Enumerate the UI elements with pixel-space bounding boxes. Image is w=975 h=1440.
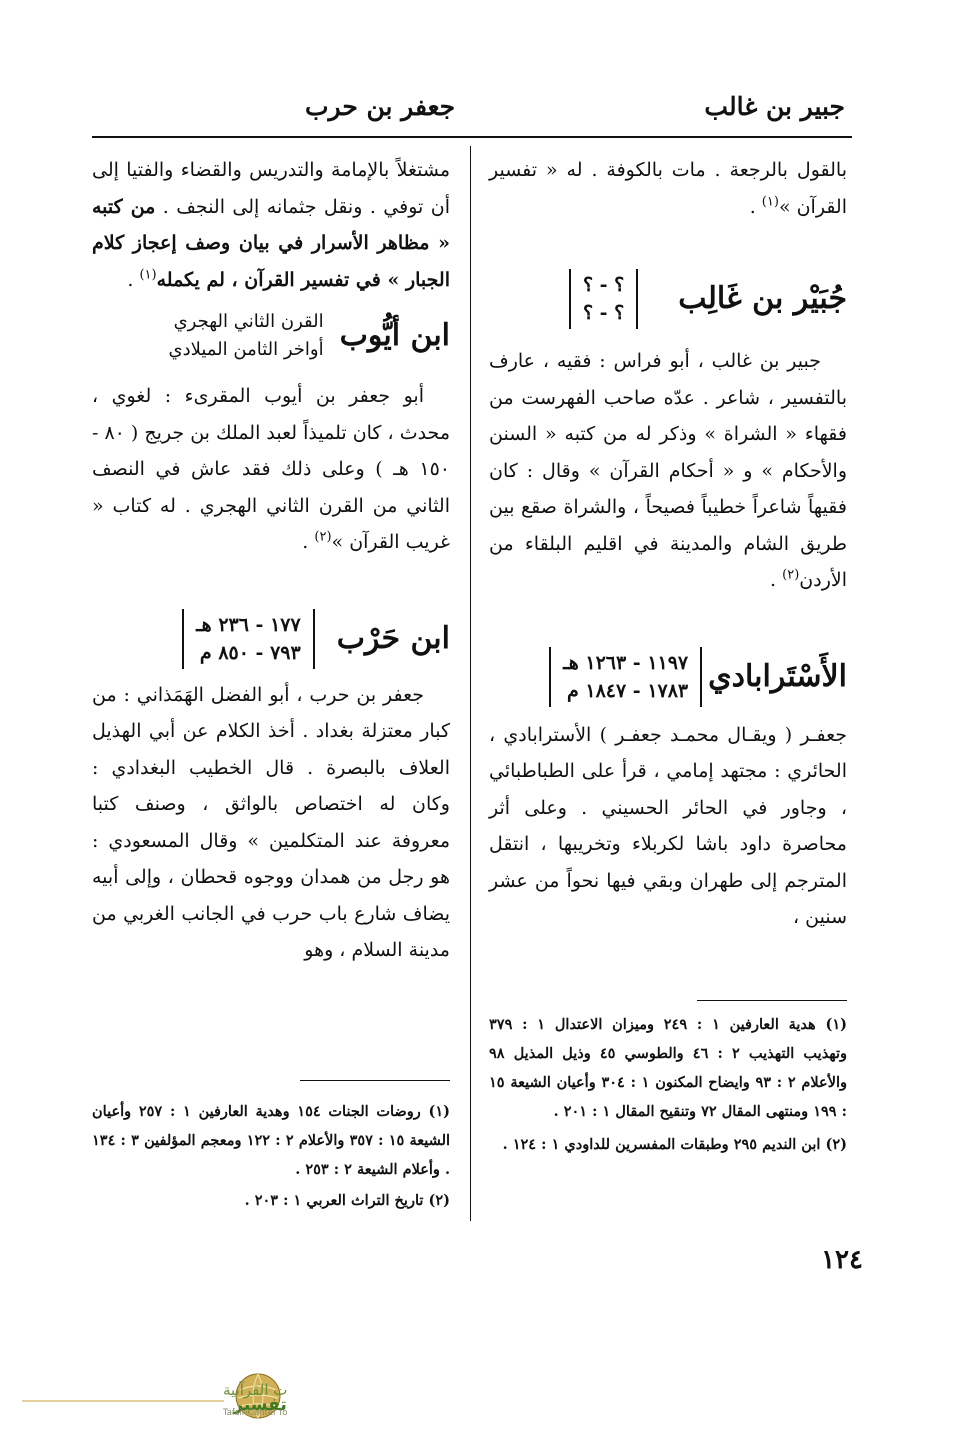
continued-text: بالقول بالرجعة . مات بالكوفة . له « تفسير القرآن »$^{(١)}$ . bbox=[489, 159, 847, 218]
gregorian-dates: ١٧٨٣ - ١٨٤٧ م bbox=[566, 679, 689, 702]
left-column bbox=[92, 152, 450, 969]
dates-bracket bbox=[549, 647, 702, 707]
header-rule bbox=[92, 136, 852, 138]
hijri-dates: ١١٩٧ - ١٢٦٣ هـ bbox=[563, 651, 689, 674]
hijri-dates: ١٧٧ - ٢٣٦ هـ bbox=[196, 613, 301, 636]
gregorian-dates: ٧٩٣ - ٨٥٠ م bbox=[199, 641, 301, 664]
hijri-dates: ؟ - ؟ bbox=[582, 274, 625, 296]
entry-heading-ibn-ayyub bbox=[92, 308, 450, 364]
footnote: (٢) تاريخ التراث العربي ١ : ٢٠٣ . bbox=[244, 1192, 450, 1209]
footnote-rule bbox=[300, 1080, 450, 1081]
gregorian-dates: ؟ - ؟ bbox=[582, 302, 625, 324]
continued-text: مشتغلاً بالإمامة والتدريس والقضاء والفتيا إلى أن توفي . ونقل جثمانه إلى النجف . من كتبه « مظاهر الأسرار في بيان وصف إعجاز كلام الجبار » في تفسير القرآن ، لم يكمله$^{(١)}$ . bbox=[92, 159, 450, 291]
footnote: (٢) ابن النديم ٢٩٥ وطبقات المفسرين للداودي ١ : ١٢٤ . bbox=[502, 1136, 847, 1153]
entry-heading-jubair bbox=[489, 269, 847, 329]
footnotes-left bbox=[92, 1097, 450, 1215]
entry-heading-astarabadi bbox=[489, 647, 847, 707]
dates-bracket bbox=[569, 269, 638, 329]
right-column bbox=[489, 152, 847, 936]
entry-name: ابن حَرْب bbox=[336, 620, 450, 656]
era-hijri: القرن الثاني الهجري bbox=[173, 311, 324, 332]
page-number: ١٢٤ bbox=[821, 1245, 863, 1275]
entry-body-ibn-ayyub: أبو جعفر بن أيوب المقرىء : لغوي ، محدث ، كان تلميذاً لعبد الملك بن جريج ( ٨٠ - ١٥٠ هـ ) وعلى ذلك فقد عاش في النصف الثاني من القرن الثاني الهجري . له كتاب « غريب القرآن »$^{(٢)}$ . bbox=[92, 385, 450, 553]
entry-heading-ibn-harb bbox=[92, 609, 450, 669]
entry-body-ibn-harb: جعفر بن حرب ، أبو الفضل الهَمَذاني : من كبار معتزلة بغداد . أخذ الكلام عن أبي الهذيل العلاف بالبصرة . قال الخطيب البغدادي : وكان له اختصاص بالواثق ، وصنف كتبا معروفة عند المتكلمين » وقال المسعودي : هو رجل من همدان ووجوه قحطان ، وإلى أبيه يضاف شارع باب حرب في الجانب الغربي من مدينة السلام ، وهو bbox=[92, 683, 450, 961]
entry-name: ابن أيُّوب bbox=[339, 318, 450, 353]
entry-body-astarabadi: جعفـر ( ويقـال محمـد جعفـر ) الأسترابادي ، الحائري : مجتهد إمامي ، قرأ على الطباطبائي ، وجاور في الحائر الحسيني . وعلى أثر محاصرة داود باشا لكربلاء وتخريبها ، انتقل المترجم إلى طهران وبقي فيها نحواً من عشر سنين ، bbox=[489, 723, 847, 928]
logo-english-name: Tafsir Center fo bbox=[223, 1408, 288, 1418]
footnote: (١) هدية العارفين ١ : ٢٤٩ وميزان الاعتدال ١ : ٣٧٩ وتهذيب التهذيب ٢ : ٤٦ والطوسي ٤٥ وذيل المذيل ٩٨ والأعلام ٢ : ٩٣ وايضاح المكنون ١ : ٣٠٤ وأعيان الشيعة ١٥ : ١٩٩ ومنتهى المقال ٧٢ وتنقيح المقال ١ : ٢٠١ . bbox=[489, 1016, 848, 1120]
footnote: (١) روضات الجنات ١٥٤ وهدية العارفين ١ : ٢٥٧ وأعيان الشيعة ١٥ : ٣٥٧ والأعلام ٢ : ١٢٢ ومعجم المؤلفين ٣ : ١٣٤ . وأعلام الشيعة ٢ : ٢٥٣ . bbox=[92, 1103, 451, 1178]
column-divider bbox=[470, 146, 471, 1221]
footnotes-right bbox=[489, 1010, 847, 1159]
logo-graphic bbox=[18, 1368, 288, 1426]
logo-brand-text: تفسير bbox=[233, 1395, 287, 1415]
running-header-left: جعفر بن حرب bbox=[305, 92, 456, 121]
entry-body-jubair: جبير بن غالب ، أبو فراس : فقيه ، عارف بالتفسير ، شاعر . عدّه صاحب الفهرست من فقهاء « الشراة » وذكر له من كتبه « السنن والأحكام » و « أحكام القرآن » وقال : كان فقيهاً شاعراً خطيباً فصيحاً ، والشراة صقع بين طريق الشام والمدينة في اقليم البلقاء من الأردن$^{(٢)}$ . bbox=[489, 350, 847, 591]
era-gregorian: أواخر الثامن الميلادي bbox=[168, 339, 324, 360]
entry-name: جُبَيْر بن غَالِب bbox=[678, 281, 847, 316]
dates-bracket bbox=[182, 609, 315, 669]
era-label bbox=[169, 308, 324, 364]
entry-name: الأَسْتَرابادي bbox=[708, 658, 847, 694]
footnote-rule bbox=[697, 1000, 847, 1001]
running-header-right: جبير بن غالب bbox=[704, 92, 845, 121]
logo-arabic-name: ت القرآنية bbox=[223, 1381, 288, 1399]
tafsir-center-logo bbox=[18, 1368, 288, 1426]
